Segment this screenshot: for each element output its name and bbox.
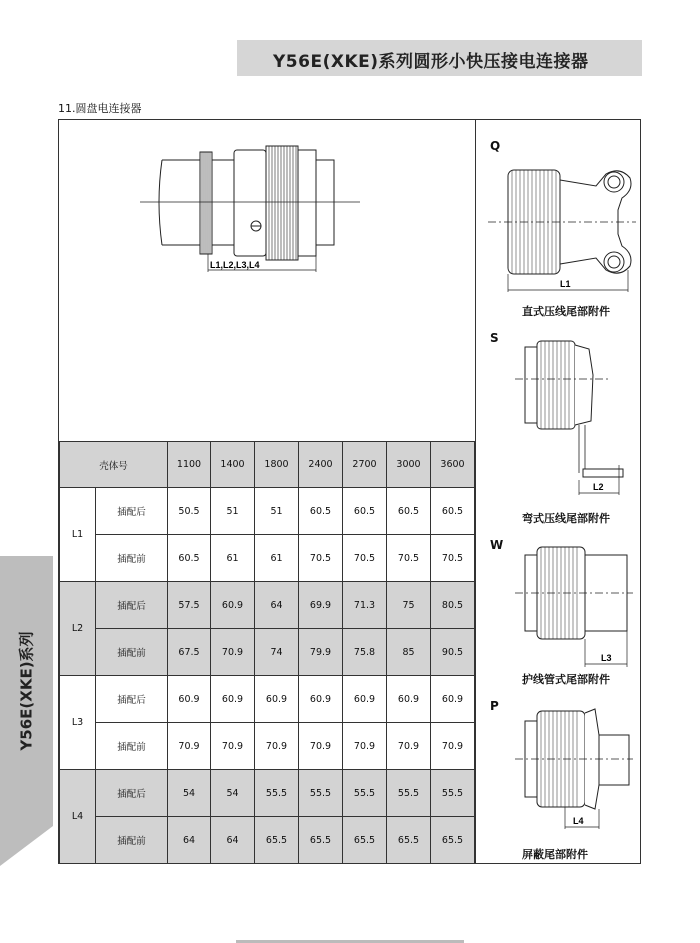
table-cell: 60.9 [211,582,255,629]
side-tab-label: Y56E(XKE)系列 [17,631,36,751]
table-cell: 71.3 [343,582,387,629]
table-cell: 64 [255,582,299,629]
table-cell: 65.5 [431,817,475,864]
table-cell: 50.5 [168,488,211,535]
table-cell: 70.5 [387,535,431,582]
table-cell: 90.5 [431,629,475,676]
table-cell: 70.9 [211,723,255,770]
accessory-q-label: 直式压线尾部附件 [522,305,610,318]
table-cell: 55.5 [255,770,299,817]
table-cell: 55.5 [343,770,387,817]
table-cell: 54 [211,770,255,817]
table-cell: 65.5 [299,817,343,864]
table-cell: 60.9 [343,676,387,723]
accessory-w-label: 护线管式尾部附件 [522,673,610,686]
table-cell: 70.9 [211,629,255,676]
shell-size: 1400 [211,442,255,488]
row-label: 插配前 [96,817,168,864]
table-cell: 60.9 [387,676,431,723]
row-label: 插配前 [96,535,168,582]
group-label: L3 [60,676,96,770]
table-cell: 60.9 [255,676,299,723]
main-connector-drawing [140,140,370,280]
shell-size: 3600 [431,442,475,488]
table-cell: 60.5 [431,488,475,535]
table-cell: 80.5 [431,582,475,629]
table-cell: 70.9 [299,723,343,770]
table-cell: 64 [168,817,211,864]
table-cell: 60.9 [299,676,343,723]
table-cell: 70.9 [387,723,431,770]
table-cell: 75 [387,582,431,629]
table-cell: 79.9 [299,629,343,676]
group-label: L4 [60,770,96,864]
accessory-p-drawing [515,705,640,835]
table-cell: 55.5 [431,770,475,817]
table-cell: 65.5 [255,817,299,864]
table-cell: 55.5 [387,770,431,817]
spec-table [59,441,475,864]
table-cell: 65.5 [343,817,387,864]
row-label: 插配后 [96,676,168,723]
table-cell: 60.9 [431,676,475,723]
table-cell: 65.5 [387,817,431,864]
accessory-q-dim: L1 [560,279,571,289]
side-tab-corner [0,826,53,866]
row-label: 插配后 [96,770,168,817]
header-bar [237,40,642,76]
page-title: Y56E(XKE)系列圆形小快压接电连接器 [273,52,589,72]
shell-header: 壳体号 [60,442,168,488]
accessory-s-label: 弯式压线尾部附件 [522,512,610,525]
accessory-s-letter: S [490,331,499,345]
table-cell: 70.5 [431,535,475,582]
table-cell: 85 [387,629,431,676]
accessory-s-dim: L2 [593,482,604,492]
table-cell: 60.5 [343,488,387,535]
table-cell: 60.9 [211,676,255,723]
row-label: 插配后 [96,488,168,535]
accessory-p-dim: L4 [573,816,584,826]
row-label: 插配前 [96,723,168,770]
table-cell: 55.5 [299,770,343,817]
accessory-p-letter: P [490,699,499,713]
section-title: 11.圆盘电连接器 [58,102,142,115]
side-tab [0,556,53,826]
table-cell: 54 [168,770,211,817]
table-cell: 70.5 [299,535,343,582]
table-cell: 51 [211,488,255,535]
accessory-q-letter: Q [490,139,501,153]
column-divider [475,119,476,864]
table-cell: 64 [211,817,255,864]
table-cell: 70.9 [343,723,387,770]
table-cell: 67.5 [168,629,211,676]
group-label: L1 [60,488,96,582]
table-cell: 60.5 [299,488,343,535]
table-cell: 70.9 [168,723,211,770]
accessory-w-dim: L3 [601,653,612,663]
accessory-q-drawing [488,150,638,300]
main-dimension-label: L1,L2,L3,L4 [210,260,260,270]
group-label: L2 [60,582,96,676]
table-cell: 60.5 [387,488,431,535]
shell-size: 1100 [168,442,211,488]
row-label: 插配后 [96,582,168,629]
shell-size: 3000 [387,442,431,488]
shell-size: 1800 [255,442,299,488]
accessory-w-drawing [515,543,640,668]
table-cell: 75.8 [343,629,387,676]
table-cell: 69.9 [299,582,343,629]
accessory-p-label: 屏蔽尾部附件 [522,848,588,861]
table-cell: 51 [255,488,299,535]
accessory-w-letter: W [490,538,504,552]
table-cell: 61 [211,535,255,582]
table-cell: 70.9 [431,723,475,770]
shell-size: 2400 [299,442,343,488]
table-cell: 60.5 [168,535,211,582]
table-cell: 57.5 [168,582,211,629]
row-label: 插配前 [96,629,168,676]
table-cell: 61 [255,535,299,582]
shell-size: 2700 [343,442,387,488]
table-cell: 70.9 [255,723,299,770]
accessory-s-drawing [515,335,640,510]
table-cell: 70.5 [343,535,387,582]
table-cell: 74 [255,629,299,676]
table-cell: 60.9 [168,676,211,723]
